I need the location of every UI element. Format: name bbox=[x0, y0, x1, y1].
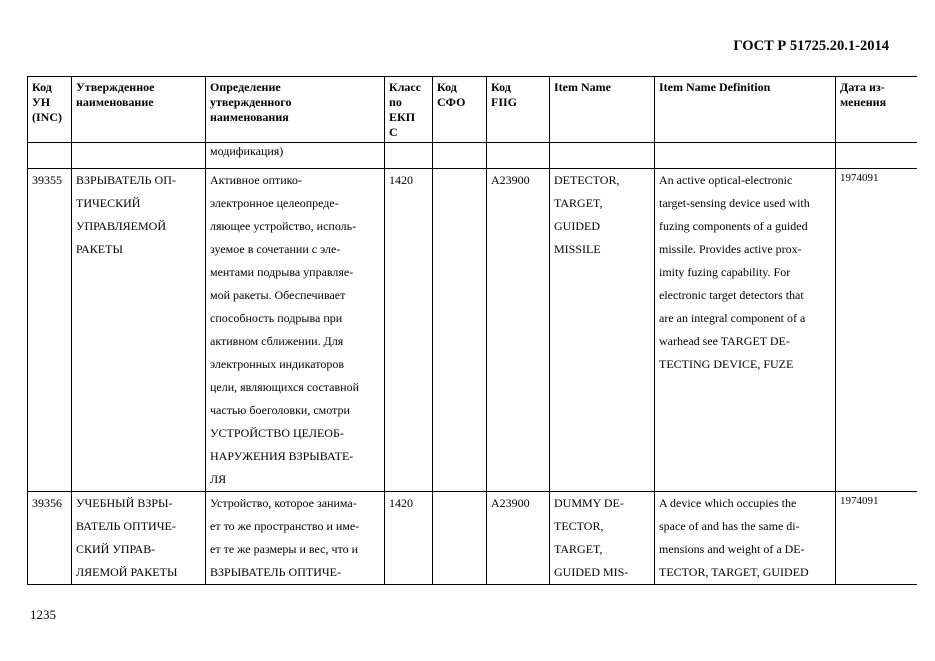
catalog-table bbox=[27, 76, 917, 585]
page-number: 1235 bbox=[30, 607, 56, 622]
approved-name-cell: УЧЕБНЫЙ ВЗРЫ- ВАТЕЛЬ ОПТИЧЕ- СКИЙ УПРАВ- ЛЯЕМОЙ РАКЕТЫ bbox=[72, 492, 206, 585]
table-row bbox=[28, 492, 918, 585]
header-item-name-definition: Item Name Definition bbox=[655, 77, 836, 143]
class-cell: 1420 bbox=[385, 169, 433, 492]
change-date-cell: 1974091 bbox=[836, 169, 918, 492]
document-header: ГОСТ Р 51725.20.1-2014 bbox=[733, 38, 889, 54]
definition-continuation: модификация) bbox=[206, 143, 385, 169]
inc-cell: 39355 bbox=[28, 169, 72, 492]
continuation-row bbox=[28, 143, 918, 169]
definition-cell: Устройство, которое занима- ет то же пространство и име- ет те же размеры и вес, что и ВЗРЫВАТЕЛЬ ОПТИЧЕ- bbox=[206, 492, 385, 585]
header-item-name: Item Name bbox=[550, 77, 655, 143]
header-change-date: Дата из- менения bbox=[836, 77, 918, 143]
item-definition-cell: An active optical-electronic target-sensing device used with fuzing components of a guided missile. Provides active prox- imity fuzing capability. For electronic target detectors that are an integral component of a warhead see TARGET DE- TECTING DEVICE, FUZE bbox=[655, 169, 836, 492]
change-date-cell: 1974091 bbox=[836, 492, 918, 585]
item-name-cell: DETECTOR, TARGET, GUIDED MISSILE bbox=[550, 169, 655, 492]
sfo-cell bbox=[433, 492, 487, 585]
header-definition: Определение утвержденного наименования bbox=[206, 77, 385, 143]
table-row bbox=[28, 169, 918, 492]
approved-name-cell: ВЗРЫВАТЕЛЬ ОП- ТИЧЕСКИЙ УПРАВЛЯЕМОЙ РАКЕТЫ bbox=[72, 169, 206, 492]
header-class: Класс по ЕКП С bbox=[385, 77, 433, 143]
fiig-cell: A23900 bbox=[487, 169, 550, 492]
definition-cell: Активное оптико- электронное целеопреде- ляющее устройство, исполь- зуемое в сочетании с эле- ментами подрыва управляе- мой ракеты. Обеспечивает способность подрыва при активном сближении. Для электронных индикаторов цели, являющихся составной частью боеголовки, смотри УСТРОЙСТВО ЦЕЛЕОБ- НАРУЖЕНИЯ ВЗРЫВАТЕ- ЛЯ bbox=[206, 169, 385, 492]
sfo-cell bbox=[433, 169, 487, 492]
header-approved-name: Утвержденное наименование bbox=[72, 77, 206, 143]
header-sfo: Код СФО bbox=[433, 77, 487, 143]
header-fiig: Код FIIG bbox=[487, 77, 550, 143]
class-cell: 1420 bbox=[385, 492, 433, 585]
table-container bbox=[27, 76, 917, 593]
table-header-row bbox=[28, 77, 918, 143]
fiig-cell: A23900 bbox=[487, 492, 550, 585]
header-inc: Код УН (INC) bbox=[28, 77, 72, 143]
item-name-cell: DUMMY DE- TECTOR, TARGET, GUIDED MIS- bbox=[550, 492, 655, 585]
item-definition-cell: A device which occupies the space of and has the same di- mensions and weight of a DE- TECTOR, TARGET, GUIDED bbox=[655, 492, 836, 585]
inc-cell: 39356 bbox=[28, 492, 72, 585]
